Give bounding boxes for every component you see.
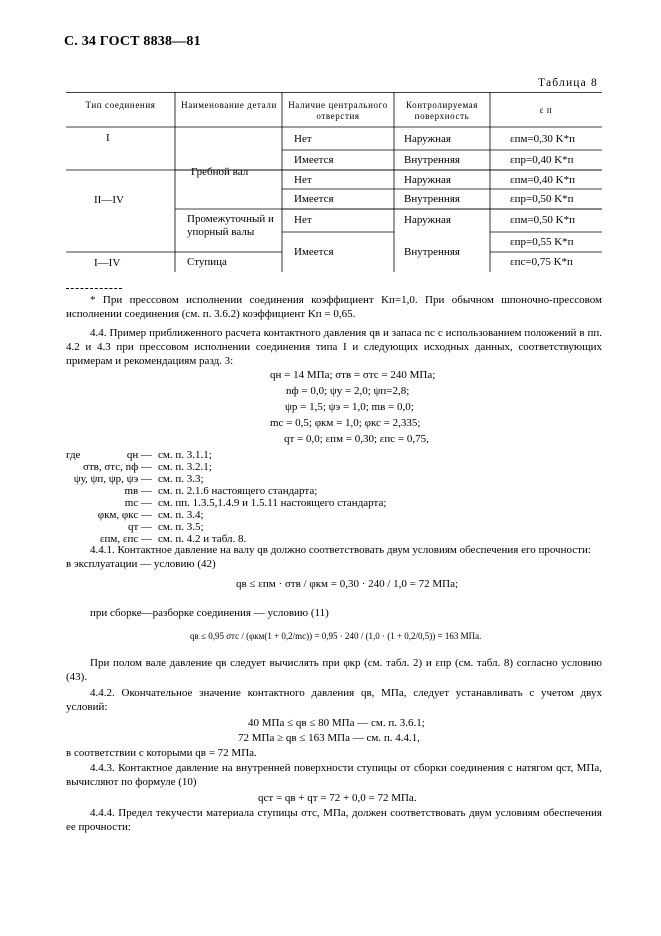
header-hole: Наличие центрального отверстия <box>288 100 388 121</box>
para-4-4-2-result: в соответствии с которыми qв = 72 МПа. <box>66 747 257 759</box>
formula-42: qв ≤ εпм · σтв / φкм = 0,30 · 240 / 1,0 = 72 МПа; <box>236 578 459 590</box>
name-stupica: Ступица <box>187 256 227 268</box>
where-ref-3: см. п. 3.3; <box>158 473 204 485</box>
where-sym-2: σтв, σтс, nф — <box>82 461 152 473</box>
hole-row-3: Нет <box>294 174 312 186</box>
hole-row-5: Нет <box>294 214 312 226</box>
para-4-4-3: 4.4.3. Контактное давление на внутренней поверхности ступицы от сборки соединения с натягом qст, МПа, вычисляют по формуле (10) <box>66 762 602 788</box>
where-sym-6: φкм, φкс — <box>97 509 152 521</box>
header-eps: ε п <box>539 105 553 115</box>
footnote: * При прессовом исполнении соединения коэффициент Kп=1,0. При обычном шпоночно-прессовом исполнении соединения (см. п. 3.6.2) коэффициент Kп = 0,65. <box>66 294 602 320</box>
where-sym-1: qн — <box>126 449 152 461</box>
formula-cond-1: 40 МПа ≤ qв ≤ 80 МПа — см. п. 3.6.1; <box>248 717 425 729</box>
para-4-4-1: 4.4.1. Контактное давление на валу qв должно соответствовать двум условиям обеспечения его прочности: <box>90 544 591 556</box>
para-4-4-1-exploitation: в эксплуатации — условию (42) <box>66 558 216 570</box>
where-sym-5: mс — <box>124 497 152 509</box>
para-4-4-1-assembly: при сборке—разборке соединения — условию (11) <box>90 607 329 619</box>
eps-row-6: εпр=0,55 K*п <box>510 236 574 248</box>
group-I: I <box>106 132 110 144</box>
where-ref-2: см. п. 3.2.1; <box>158 461 212 473</box>
data-line-4: mс = 0,5; φкм = 1,0; φкс = 2,335; <box>270 417 421 429</box>
hole-row-2: Имеется <box>294 154 334 166</box>
data-line-3: ψр = 1,5; ψэ = 1,0; mв = 0,0; <box>285 401 414 413</box>
group-I-IV: I—IV <box>94 257 121 269</box>
data-line-2: nф = 0,0; ψу = 2,0; ψп=2,8; <box>286 385 410 397</box>
eps-row-1: εпм=0,30 K*п <box>510 133 576 145</box>
where-sym-4: mв — <box>124 485 152 497</box>
where-ref-7: см. п. 3.5; <box>158 521 204 533</box>
surface-row-4: Внутренняя <box>404 193 460 205</box>
name-promezh-val: Промежуточный и упорный валы <box>187 213 274 238</box>
surface-row-1: Наружная <box>404 133 451 145</box>
para-4-4-1-hollow: При полом вале давление qв следует вычислять при φкр (см. табл. 2) и εпр (см. табл. 8) согласно условию (43). <box>66 657 602 683</box>
hole-row-6: Имеется <box>294 246 334 258</box>
name-grebnoy-val: Гребной вал <box>191 166 249 178</box>
surface-row-5: Наружная <box>404 214 451 226</box>
surface-row-3: Наружная <box>404 174 451 186</box>
formula-10: qст = qв + qт = 72 + 0,0 = 72 МПа. <box>258 792 417 804</box>
where-sym-7: qт — <box>127 521 152 533</box>
hole-row-4: Имеется <box>294 193 334 205</box>
where-sym-8: εпм, εпс — <box>99 533 152 545</box>
where-sym-3: ψу, ψп, ψр, ψэ — <box>73 473 152 485</box>
data-line-5: qт = 0,0; εпм = 0,30; εпс = 0,75, <box>284 433 429 445</box>
eps-row-4: εпр=0,50 K*п <box>510 193 574 205</box>
eps-row-2: εпр=0,40 K*п <box>510 154 574 166</box>
eps-row-3: εпм=0,40 K*п <box>510 174 576 186</box>
header-part: Наименование детали <box>181 100 277 110</box>
data-line-1: qн = 14 МПа; σтв = σтс = 240 МПа; <box>270 369 436 381</box>
formula-11: qв ≤ 0,95 σтс / (φкм(1 + 0,2/mс)) = 0,95 · 240 / (1,0 · (1 + 0,2/0,5)) = 163 МПа. <box>190 631 482 641</box>
para-4-4: 4.4. Пример приближенного расчета контактного давления qв и запаса nс с использованием положений в пп. 4.2 и 4.3 при прессовом исполнении соединения типа I и следующих исходных данных, соответствующих примерам и рекомендациям разд. 3: <box>66 327 602 367</box>
data-table <box>66 92 602 272</box>
where-ref-6: см. п. 3.4; <box>158 509 204 521</box>
table-caption: Таблица 8 <box>538 77 598 89</box>
hole-row-1: Нет <box>294 133 312 145</box>
footnote-divider <box>66 288 122 289</box>
formula-cond-2: 72 МПа ≥ qв ≤ 163 МПа — см. п. 4.4.1, <box>238 732 420 744</box>
header-type: Тип соединения <box>85 100 156 110</box>
header-surface: Контролируемая поверхность <box>405 100 479 121</box>
where-ref-1: см. п. 3.1.1; <box>158 449 212 461</box>
surface-row-6: Внутренняя <box>404 246 460 258</box>
eps-row-7: εпс=0,75 K*п <box>510 256 573 268</box>
where-word: где <box>66 449 81 461</box>
page-header: С. 34 ГОСТ 8838—81 <box>64 34 201 49</box>
where-ref-4: см. п. 2.1.6 настоящего стандарта; <box>158 485 318 497</box>
where-ref-8: см. п. 4.2 и табл. 8. <box>158 533 247 545</box>
eps-row-5: εпм=0,50 K*п <box>510 214 576 226</box>
para-4-4-2: 4.4.2. Окончательное значение контактного давления qв, МПа, следует устанавливать с учетом двух условий: <box>66 687 602 713</box>
group-II-IV: II—IV <box>94 194 124 206</box>
where-ref-5: см. пп. 1.3.5,1.4.9 и 1.5.11 настоящего стандарта; <box>158 497 387 509</box>
para-4-4-4: 4.4.4. Предел текучести материала ступицы σтс, МПа, должен соответствовать двум условиям обеспечения ее прочности: <box>66 807 602 833</box>
surface-row-2: Внутренняя <box>404 154 460 166</box>
